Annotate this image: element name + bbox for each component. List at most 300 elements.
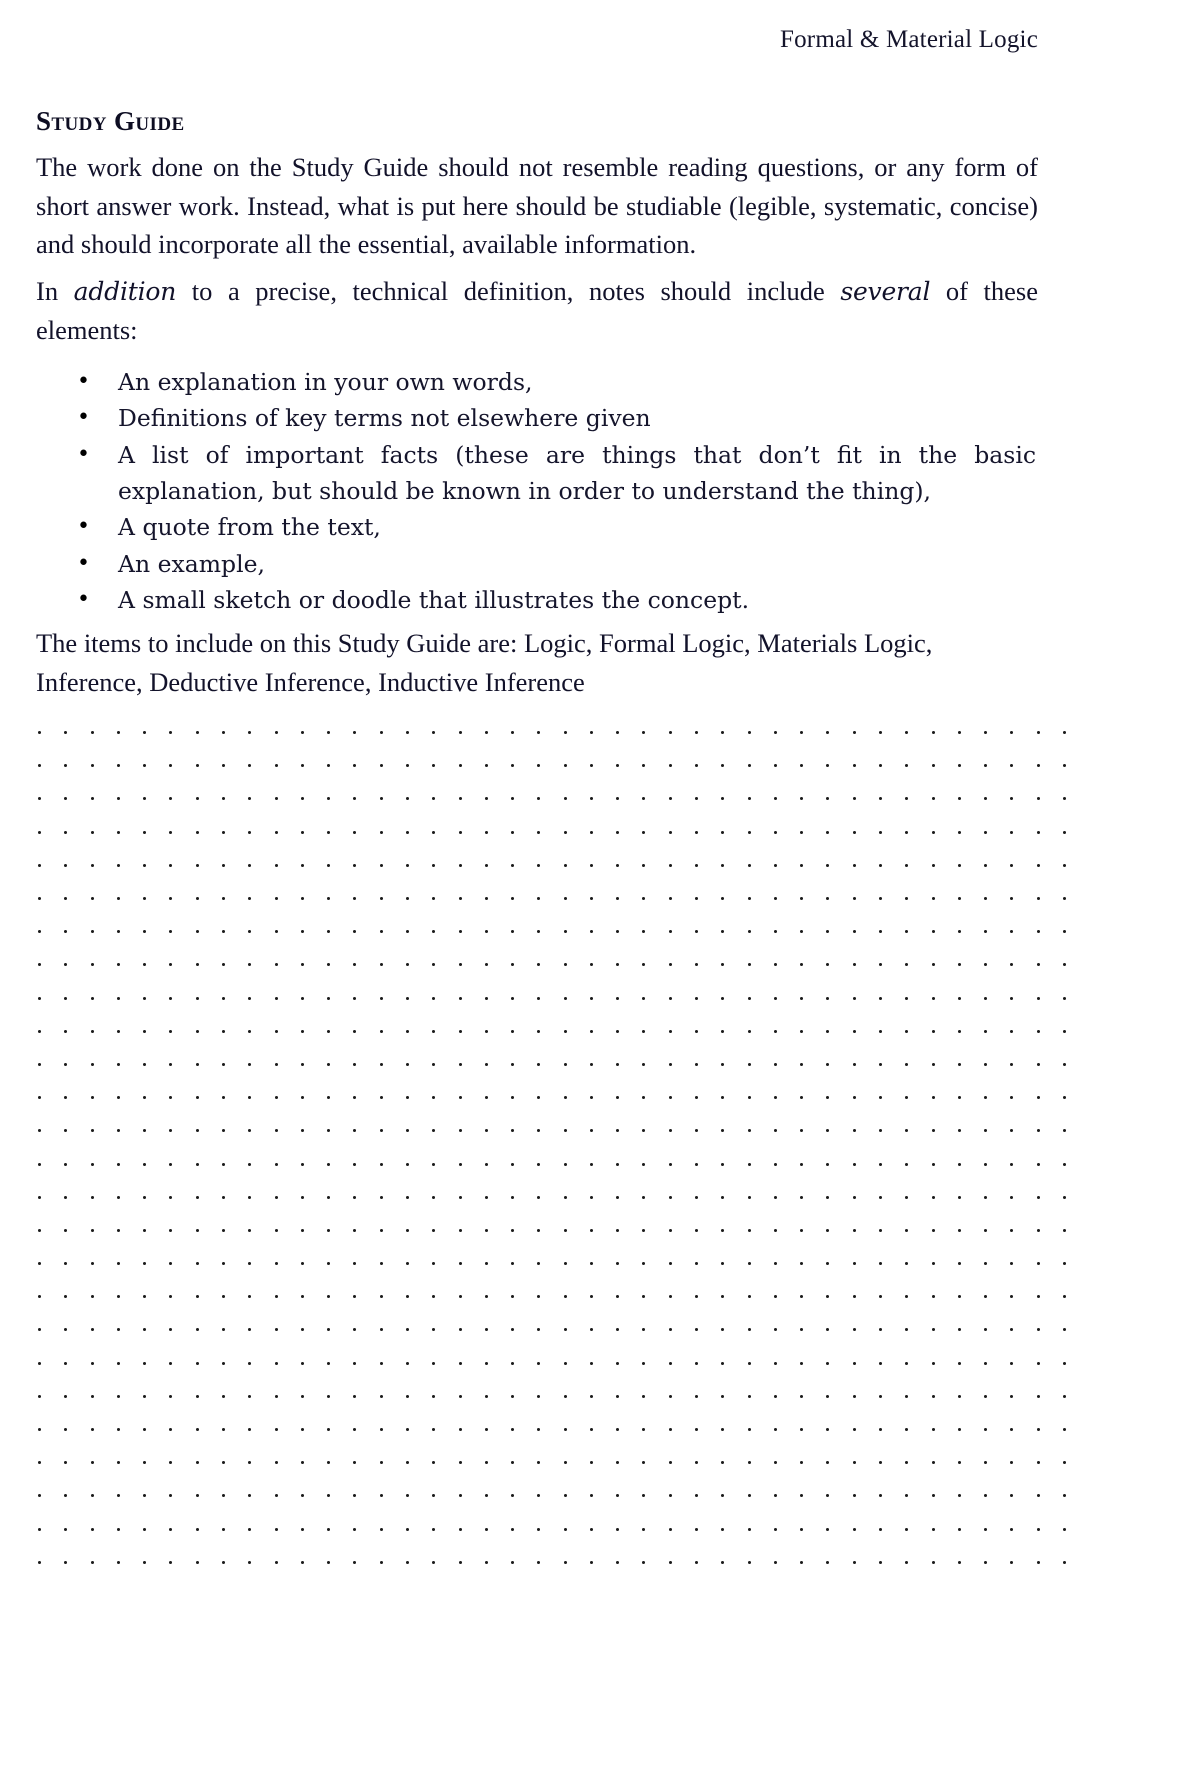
grid-dot — [1010, 997, 1013, 1000]
grid-dot — [853, 1163, 856, 1166]
grid-dot — [169, 1362, 172, 1365]
grid-dot — [38, 1262, 41, 1265]
bullet-icon: • — [77, 368, 90, 394]
grid-dot — [826, 963, 829, 966]
grid-dot — [695, 797, 698, 800]
grid-dot — [695, 1362, 698, 1365]
grid-dot — [275, 963, 278, 966]
grid-dot — [642, 1295, 645, 1298]
grid-dot — [748, 1196, 751, 1199]
grid-dot — [380, 930, 383, 933]
grid-dot — [958, 1395, 961, 1398]
grid-dot — [1037, 997, 1040, 1000]
grid-dot — [669, 797, 672, 800]
grid-dot — [1063, 1561, 1066, 1564]
grid-dot — [774, 831, 777, 834]
grid-dot — [1037, 1295, 1040, 1298]
grid-dot — [774, 797, 777, 800]
grid-dot — [853, 797, 856, 800]
grid-dot — [774, 897, 777, 900]
grid-dot — [169, 1096, 172, 1099]
grid-dot — [853, 1262, 856, 1265]
grid-dot — [38, 997, 41, 1000]
grid-dot — [91, 963, 94, 966]
grid-dot — [564, 1528, 567, 1531]
grid-dot — [879, 897, 882, 900]
grid-dot — [774, 1163, 777, 1166]
dot-row — [38, 1513, 1066, 1546]
grid-dot — [853, 831, 856, 834]
grid-dot — [958, 963, 961, 966]
grid-dot — [380, 1561, 383, 1564]
grid-dot — [248, 1362, 251, 1365]
dotted-note-area[interactable] — [38, 716, 1066, 1756]
grid-dot — [38, 1096, 41, 1099]
grid-dot — [1063, 1262, 1066, 1265]
grid-dot — [669, 1395, 672, 1398]
grid-dot — [774, 1030, 777, 1033]
grid-dot — [275, 797, 278, 800]
grid-dot — [117, 997, 120, 1000]
grid-dot — [853, 1129, 856, 1132]
grid-dot — [169, 831, 172, 834]
grid-dot — [905, 831, 908, 834]
grid-dot — [800, 930, 803, 933]
grid-dot — [721, 1528, 724, 1531]
grid-dot — [459, 1129, 462, 1132]
grid-dot — [1010, 1030, 1013, 1033]
grid-dot — [642, 930, 645, 933]
grid-dot — [537, 1328, 540, 1331]
grid-dot — [91, 1328, 94, 1331]
grid-dot — [432, 1561, 435, 1564]
grid-dot — [537, 1494, 540, 1497]
grid-dot — [275, 1096, 278, 1099]
grid-dot — [406, 1494, 409, 1497]
grid-dot — [1037, 797, 1040, 800]
grid-dot — [564, 731, 567, 734]
grid-dot — [353, 1494, 356, 1497]
grid-dot — [1063, 1328, 1066, 1331]
grid-dot — [879, 1428, 882, 1431]
grid-dot — [721, 731, 724, 734]
grid-dot — [958, 1295, 961, 1298]
grid-dot — [196, 797, 199, 800]
grid-dot — [958, 1428, 961, 1431]
grid-dot — [143, 1163, 146, 1166]
grid-dot — [932, 1528, 935, 1531]
grid-dot — [1037, 1494, 1040, 1497]
grid-dot — [511, 1063, 514, 1066]
grid-dot — [301, 1362, 304, 1365]
grid-dot — [64, 1328, 67, 1331]
grid-dot — [301, 1395, 304, 1398]
grid-dot — [222, 764, 225, 767]
grid-dot — [406, 1196, 409, 1199]
grid-dot — [196, 1196, 199, 1199]
grid-dot — [695, 1528, 698, 1531]
grid-dot — [1037, 731, 1040, 734]
grid-dot — [380, 864, 383, 867]
grid-dot — [590, 731, 593, 734]
dot-row — [38, 1114, 1066, 1147]
grid-dot — [826, 1295, 829, 1298]
grid-dot — [485, 963, 488, 966]
grid-dot — [511, 897, 514, 900]
grid-dot — [905, 797, 908, 800]
grid-dot — [91, 864, 94, 867]
grid-dot — [537, 1063, 540, 1066]
emphasis-several: several — [840, 276, 931, 306]
grid-dot — [537, 930, 540, 933]
grid-dot — [853, 1196, 856, 1199]
grid-dot — [695, 864, 698, 867]
grid-dot — [695, 1063, 698, 1066]
grid-dot — [1063, 864, 1066, 867]
grid-dot — [327, 1063, 330, 1066]
grid-dot — [38, 1295, 41, 1298]
grid-dot — [432, 764, 435, 767]
grid-dot — [511, 997, 514, 1000]
grid-dot — [1010, 1295, 1013, 1298]
grid-dot — [669, 1030, 672, 1033]
grid-dot — [721, 897, 724, 900]
grid-dot — [485, 1030, 488, 1033]
dot-row — [38, 915, 1066, 948]
grid-dot — [984, 1395, 987, 1398]
grid-dot — [275, 1362, 278, 1365]
grid-dot — [853, 1229, 856, 1232]
grid-dot — [432, 731, 435, 734]
grid-dot — [932, 1494, 935, 1497]
grid-dot — [984, 1129, 987, 1132]
grid-dot — [459, 731, 462, 734]
grid-dot — [905, 1229, 908, 1232]
grid-dot — [459, 831, 462, 834]
grid-dot — [1063, 797, 1066, 800]
grid-dot — [905, 1196, 908, 1199]
grid-dot — [695, 764, 698, 767]
grid-dot — [511, 1461, 514, 1464]
grid-dot — [64, 930, 67, 933]
grid-dot — [117, 1461, 120, 1464]
grid-dot — [905, 864, 908, 867]
grid-dot — [616, 897, 619, 900]
grid-dot — [380, 797, 383, 800]
grid-dot — [642, 1096, 645, 1099]
grid-dot — [774, 864, 777, 867]
grid-dot — [301, 897, 304, 900]
grid-dot — [485, 1129, 488, 1132]
grid-dot — [984, 1494, 987, 1497]
grid-dot — [275, 1030, 278, 1033]
grid-dot — [248, 1129, 251, 1132]
grid-dot — [222, 1229, 225, 1232]
grid-dot — [222, 963, 225, 966]
grid-dot — [380, 1362, 383, 1365]
grid-dot — [327, 864, 330, 867]
grid-dot — [327, 1262, 330, 1265]
grid-dot — [984, 1030, 987, 1033]
grid-dot — [143, 1262, 146, 1265]
grid-dot — [932, 1328, 935, 1331]
grid-dot — [721, 1063, 724, 1066]
grid-dot — [327, 1163, 330, 1166]
grid-dot — [485, 1461, 488, 1464]
grid-dot — [301, 1494, 304, 1497]
dot-row — [38, 1347, 1066, 1380]
grid-dot — [984, 963, 987, 966]
grid-dot — [642, 1494, 645, 1497]
grid-dot — [590, 1428, 593, 1431]
grid-dot — [38, 1229, 41, 1232]
grid-dot — [537, 997, 540, 1000]
grid-dot — [853, 1063, 856, 1066]
grid-dot — [564, 1295, 567, 1298]
grid-dot — [932, 997, 935, 1000]
grid-dot — [196, 1262, 199, 1265]
grid-dot — [564, 1262, 567, 1265]
grid-dot — [879, 1129, 882, 1132]
grid-dot — [932, 1129, 935, 1132]
grid-dot — [38, 1428, 41, 1431]
grid-dot — [1010, 764, 1013, 767]
grid-dot — [800, 897, 803, 900]
grid-dot — [301, 1096, 304, 1099]
grid-dot — [932, 1063, 935, 1066]
grid-dot — [248, 731, 251, 734]
grid-dot — [169, 1030, 172, 1033]
grid-dot — [564, 764, 567, 767]
grid-dot — [380, 1295, 383, 1298]
grid-dot — [642, 897, 645, 900]
dot-row — [38, 849, 1066, 882]
grid-dot — [695, 1229, 698, 1232]
grid-dot — [406, 1328, 409, 1331]
grid-dot — [958, 1096, 961, 1099]
grid-dot — [64, 1362, 67, 1365]
grid-dot — [91, 1063, 94, 1066]
grid-dot — [248, 1428, 251, 1431]
grid-dot — [721, 1362, 724, 1365]
grid-dot — [669, 1229, 672, 1232]
grid-dot — [380, 1528, 383, 1531]
grid-dot — [879, 731, 882, 734]
grid-dot — [774, 1096, 777, 1099]
grid-dot — [196, 1328, 199, 1331]
grid-dot — [826, 1461, 829, 1464]
grid-dot — [616, 764, 619, 767]
grid-dot — [432, 1229, 435, 1232]
grid-dot — [353, 897, 356, 900]
grid-dot — [432, 1163, 435, 1166]
grid-dot — [380, 1494, 383, 1497]
grid-dot — [616, 1295, 619, 1298]
grid-dot — [143, 1428, 146, 1431]
grid-dot — [905, 1096, 908, 1099]
grid-dot — [485, 897, 488, 900]
grid-dot — [248, 864, 251, 867]
grid-dot — [695, 1461, 698, 1464]
grid-dot — [958, 1328, 961, 1331]
grid-dot — [38, 1129, 41, 1132]
grid-dot — [380, 1096, 383, 1099]
grid-dot — [984, 1196, 987, 1199]
grid-dot — [774, 963, 777, 966]
grid-dot — [590, 831, 593, 834]
grid-dot — [485, 1362, 488, 1365]
grid-dot — [432, 997, 435, 1000]
grid-dot — [774, 930, 777, 933]
grid-dot — [984, 764, 987, 767]
grid-dot — [1010, 1362, 1013, 1365]
grid-dot — [984, 831, 987, 834]
grid-dot — [196, 1494, 199, 1497]
grid-dot — [406, 1262, 409, 1265]
grid-dot — [459, 930, 462, 933]
dot-row — [38, 1479, 1066, 1512]
grid-dot — [616, 1030, 619, 1033]
grid-dot — [616, 1328, 619, 1331]
grid-dot — [275, 1129, 278, 1132]
grid-dot — [432, 1063, 435, 1066]
grid-dot — [590, 1528, 593, 1531]
grid-dot — [564, 1196, 567, 1199]
grid-dot — [800, 864, 803, 867]
grid-dot — [616, 1129, 619, 1132]
grid-dot — [721, 1295, 724, 1298]
grid-dot — [38, 897, 41, 900]
grid-dot — [38, 1196, 41, 1199]
grid-dot — [1063, 1129, 1066, 1132]
grid-dot — [958, 1163, 961, 1166]
grid-dot — [406, 1428, 409, 1431]
grid-dot — [222, 930, 225, 933]
grid-dot — [748, 1328, 751, 1331]
grid-dot — [222, 1295, 225, 1298]
grid-dot — [222, 831, 225, 834]
grid-dot — [301, 864, 304, 867]
grid-dot — [826, 1262, 829, 1265]
grid-dot — [275, 1262, 278, 1265]
grid-dot — [117, 1362, 120, 1365]
grid-dot — [117, 764, 120, 767]
grid-dot — [958, 797, 961, 800]
grid-dot — [1063, 1428, 1066, 1431]
grid-dot — [143, 1328, 146, 1331]
grid-dot — [826, 897, 829, 900]
dot-row — [38, 1446, 1066, 1479]
grid-dot — [1010, 1063, 1013, 1066]
grid-dot — [1010, 1428, 1013, 1431]
grid-dot — [616, 1494, 619, 1497]
grid-dot — [301, 797, 304, 800]
grid-dot — [248, 1063, 251, 1066]
grid-dot — [826, 1528, 829, 1531]
grid-dot — [826, 864, 829, 867]
grid-dot — [353, 1096, 356, 1099]
grid-dot — [564, 1063, 567, 1066]
grid-dot — [616, 1395, 619, 1398]
grid-dot — [511, 1428, 514, 1431]
grid-dot — [406, 1362, 409, 1365]
grid-dot — [222, 1129, 225, 1132]
grid-dot — [1063, 963, 1066, 966]
grid-dot — [748, 1129, 751, 1132]
grid-dot — [590, 1395, 593, 1398]
grid-dot — [721, 1328, 724, 1331]
list-item-label: A quote from the text, — [118, 513, 381, 541]
grid-dot — [958, 1196, 961, 1199]
grid-dot — [432, 897, 435, 900]
grid-dot — [432, 1129, 435, 1132]
grid-dot — [958, 1030, 961, 1033]
grid-dot — [879, 1229, 882, 1232]
grid-dot — [432, 1262, 435, 1265]
grid-dot — [984, 1561, 987, 1564]
grid-dot — [432, 1295, 435, 1298]
grid-dot — [196, 930, 199, 933]
grid-dot — [669, 1163, 672, 1166]
grid-dot — [459, 1295, 462, 1298]
grid-dot — [327, 963, 330, 966]
grid-dot — [459, 1362, 462, 1365]
grid-dot — [721, 1395, 724, 1398]
grid-dot — [143, 1295, 146, 1298]
grid-dot — [64, 897, 67, 900]
grid-dot — [721, 1494, 724, 1497]
grid-dot — [932, 1295, 935, 1298]
grid-dot — [91, 1461, 94, 1464]
grid-dot — [958, 831, 961, 834]
grid-dot — [800, 1196, 803, 1199]
grid-dot — [91, 764, 94, 767]
grid-dot — [984, 864, 987, 867]
grid-dot — [64, 1561, 67, 1564]
grid-dot — [38, 1395, 41, 1398]
grid-dot — [117, 1096, 120, 1099]
grid-dot — [38, 930, 41, 933]
grid-dot — [1063, 930, 1066, 933]
grid-dot — [432, 1461, 435, 1464]
grid-dot — [117, 1063, 120, 1066]
grid-dot — [64, 1196, 67, 1199]
grid-dot — [590, 1461, 593, 1464]
grid-dot — [1010, 797, 1013, 800]
grid-dot — [143, 1362, 146, 1365]
grid-dot — [721, 1561, 724, 1564]
grid-dot — [642, 764, 645, 767]
grid-dot — [459, 1528, 462, 1531]
grid-dot — [958, 764, 961, 767]
grid-dot — [695, 1262, 698, 1265]
grid-dot — [143, 764, 146, 767]
list-item-label: An explanation in your own words, — [118, 367, 533, 396]
grid-dot — [380, 764, 383, 767]
grid-dot — [117, 897, 120, 900]
grid-dot — [432, 1096, 435, 1099]
grid-dot — [485, 1096, 488, 1099]
grid-dot — [222, 1328, 225, 1331]
grid-dot — [196, 963, 199, 966]
grid-dot — [774, 1328, 777, 1331]
grid-dot — [432, 1328, 435, 1331]
grid-dot — [248, 1461, 251, 1464]
list-item — [36, 364, 1038, 400]
grid-dot — [143, 1063, 146, 1066]
grid-dot — [275, 1528, 278, 1531]
grid-dot — [485, 1428, 488, 1431]
